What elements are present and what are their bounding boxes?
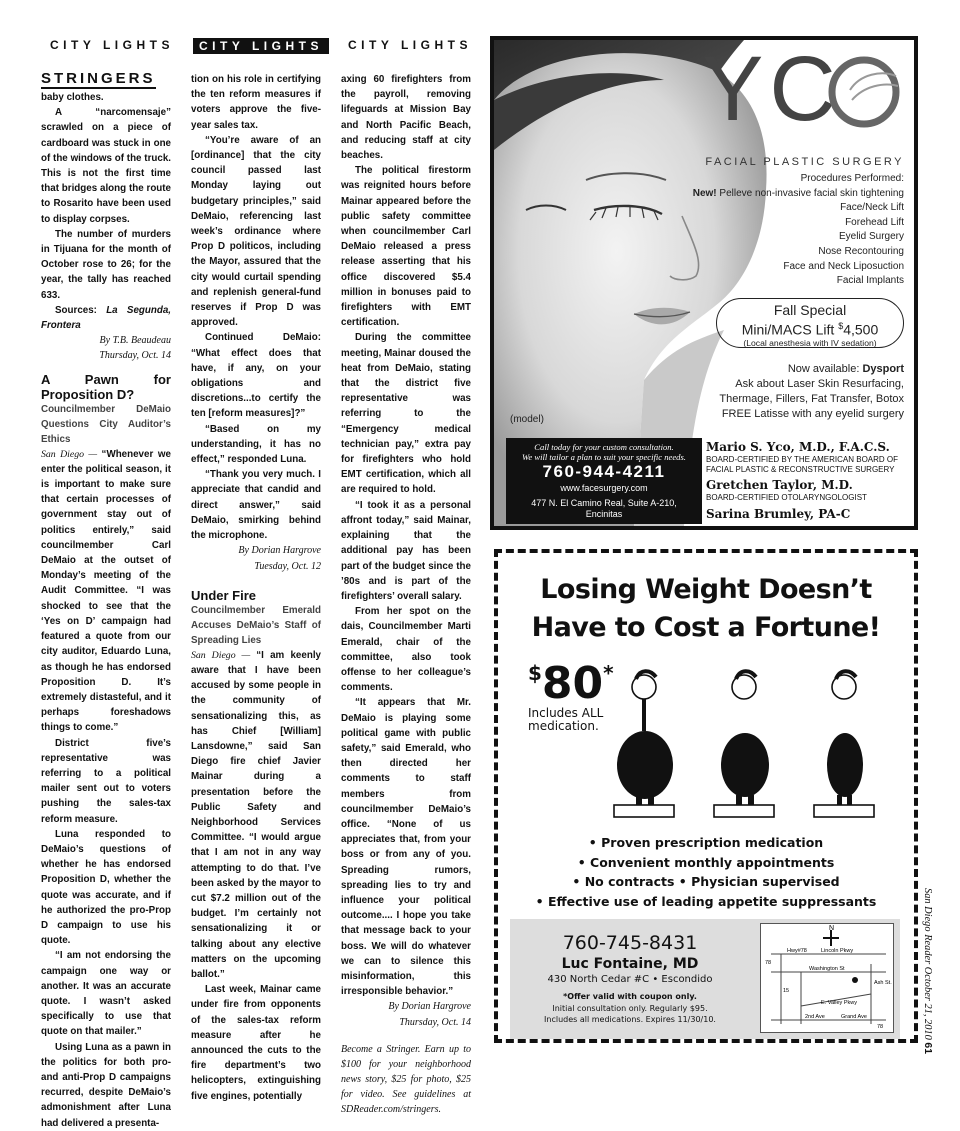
doctor-name: Gretchen Taylor, M.D. (706, 478, 853, 492)
folio-date: October 21, 2010 (922, 964, 933, 1043)
paragraph: “I took it as a personal affront today,” said Mainar, explaining that the additional pay has been part of the budget since the ’80s and is part of the firefighters’ overall salary. (341, 499, 471, 602)
procedure-item (693, 187, 904, 202)
contact-panel (510, 919, 900, 1039)
special-offer (717, 318, 903, 338)
doctor-credential: BOARD-CERTIFIED OTOLARYNGOLOGIST (706, 493, 867, 502)
article-deck: Councilmember Emerald Accuses DeMaio’s Staff of Spreading Lies (191, 604, 321, 646)
dateline: San Diego — (41, 448, 102, 460)
procedure-item: Nose Recontouring (818, 245, 904, 257)
yco-logo-mark (824, 52, 904, 132)
sources-label: Sources: (55, 304, 107, 316)
map-label: Ash St. (874, 980, 892, 986)
section-header-city-lights-highlighted: CITY LIGHTS (193, 38, 329, 54)
paragraph: “You’re aware of an [ordinance] that the city council passed last Monday laying out budgetary principles,” said DeMaio, referencing last week’s ordinance where Prop D politicos, including the Mayor, assured that the city would curtail spending and replenish general-fund reserves if Prop D was approved. (191, 134, 321, 329)
benefit-item: • Proven prescription medication (588, 835, 824, 850)
paragraph (41, 447, 171, 736)
price-amount: 80 (541, 658, 604, 709)
doctor-name: Mario S. Yco, M.D., F.A.C.S. (706, 440, 890, 454)
map-label: Hwy#78 (787, 948, 807, 954)
byline-date: Thursday, Oct. 14 (399, 1016, 471, 1028)
compass-icon (823, 930, 839, 946)
now-available-line (719, 362, 904, 377)
paragraph: District five’s representative was referring to a political mailer sent out to voters pushing the sales-tax reform measure. (41, 737, 171, 825)
dollar-sign: $ (528, 661, 542, 685)
dateline: San Diego — (191, 649, 257, 661)
location-map[interactable] (760, 923, 894, 1033)
special-title: Fall Special (773, 302, 847, 318)
paragraph-text: “Whenever we enter the political season, it is important to make sure that certain processes of government stay out of politics entirely,” said councilmember Carl DeMaio at the outset of Monday’s meeting of the Audit Committee. “I was shocked to see that the ‘Yes on D’ campaign had featured a quote from our city auditor, Eduardo Luna, as though he has endorsed Proposition D. It’s extremely distasteful, and it perhaps foreshadows things to come.” (41, 448, 172, 734)
doctor-credential: BOARD-CERTIFIED BY THE AMERICAN BOARD OF FACIAL PLASTIC & RECONSTRUCTIVE SURGERY (706, 455, 899, 474)
yco-surgery-ad[interactable] (490, 36, 918, 530)
paragraph: baby clothes. (41, 92, 104, 103)
includes-line: medication. (528, 719, 599, 733)
paragraph: tion on his role in certifying the ten reform measures if voters approve the five-year sales tax. (191, 74, 321, 131)
paragraph: axing 60 firefighters from the payroll, removing lifeguards at Mission Bay and North Pacific Beach, and reducing staff at city beaches. (341, 74, 471, 162)
fall-special-badge (716, 298, 904, 348)
map-label: 15 (783, 988, 790, 994)
sources-line (41, 303, 171, 333)
dollar-sign: $ (838, 321, 844, 331)
figure-medium (714, 671, 774, 817)
headline-line: Have to Cost a Fortune! (531, 612, 881, 643)
benefit-item: • No contracts • Physician supervised (572, 874, 840, 889)
includes-note (528, 707, 603, 733)
map-label: 78 (877, 1024, 884, 1030)
offer-note: *Offer valid with coupon only. (563, 992, 697, 1001)
benefit-item: • Convenient monthly appointments (577, 854, 835, 870)
section-header-city-lights: CITY LIGHTS (50, 38, 174, 52)
stringers-heading: STRINGERS (41, 70, 156, 87)
benefits-list (498, 833, 914, 911)
yco-logo (702, 38, 842, 140)
yco-logo-text: YC (702, 38, 842, 140)
special-note: (Local anesthesia with IV sedation) (743, 337, 877, 348)
figure-slim (814, 671, 874, 817)
fine-print: Includes all medications. Expires 11/30/10. (544, 1015, 716, 1024)
now-available-label: Now available: (787, 363, 863, 375)
procedure-item: Facial Implants (836, 275, 904, 287)
paragraph: During the committee meeting, Mainar doused the heat from DeMaio, stating that the district five representative was referring to the “Emergency medical technician pay,” extra pay for firefighters who hold EMT certification, which all are required to hold. (341, 332, 471, 496)
availability-line: Thermage, Fillers, Fat Transfer, Botox (719, 393, 904, 405)
yco-subtitle: FACIAL PLASTIC SURGERY (705, 156, 904, 168)
map-label: Grand Ave (841, 1014, 867, 1020)
doctors-list (706, 440, 914, 522)
paragraph (191, 648, 321, 982)
figures-on-scales-illustration (600, 661, 900, 821)
map-label-north: N (829, 925, 835, 932)
byline: By T.B. Beaudeau (99, 335, 171, 347)
map-label: 2nd Ave (805, 1014, 825, 1020)
availability-block (719, 362, 904, 422)
paragraph: “I am not endorsing the campaign one way or another. It was an accurate quote. I wasn’t asked specifically to use that quote on that mailer.” (41, 950, 171, 1038)
special-price: 4,500 (843, 321, 879, 338)
clinic-address: 430 North Cedar #C • Escondido (547, 974, 713, 985)
weight-loss-coupon-ad[interactable] (494, 549, 918, 1043)
asterisk: * (603, 661, 614, 685)
paragraph: A “narcomensaje” scrawled on a piece of cardboard was stuck in one of the windows of the truck. This is not the first time that bridges along the route to Rosarito have been used to display corpses. (41, 107, 171, 225)
doctor-name: Sarina Brumley, PA-C (706, 507, 851, 521)
map-label: Washington St (809, 966, 845, 972)
map-label: Lincoln Pkwy (821, 948, 854, 954)
folio-reader: Reader (922, 934, 933, 965)
figure-large (614, 671, 674, 817)
availability-line: Ask about Laser Skin Resurfacing, (735, 378, 904, 390)
stringers-promo: Become a Stringer. Earn up to $100 for your neighborhood news story, $25 for photo, $25 for video. See guidelines at SDReader.com/stringers. (341, 1043, 471, 1115)
yco-website-link[interactable]: www.facesurgery.com (560, 483, 648, 493)
section-header-city-lights: CITY LIGHTS (348, 38, 472, 52)
paragraph-text: “I am keenly aware that I have been accused by some people in the community of sensationalizing this, as has Chief [William] Lansdowne,” said San Diego fire chief Javier Mainar during a presentation before the Public Safety and Neighborhood Services Committee. “I would argue that I am not in any way attempting to do that. I’ve been asked by the mayor to cut $7.2 million out of the budget. I’m certainly not sensationalizing it or talking about any elective matters on the upcoming ballot.” (191, 649, 321, 980)
byline-date: Thursday, Oct. 14 (99, 350, 171, 362)
byline-date: Tuesday, Oct. 12 (254, 560, 321, 572)
includes-line: Includes ALL (528, 706, 604, 720)
folio-text (922, 888, 933, 1054)
yco-address-line: Encinitas (585, 509, 623, 519)
article-column-1 (41, 72, 171, 1131)
paragraph: Luna responded to DeMaio’s questions of whether he has endorsed Proposition D, whether the quote was accurate, and if he authorized the pro-Prop D campaign to use his quote. (41, 828, 171, 947)
article-column-2 (191, 72, 321, 1104)
procedure-item: Face and Neck Liposuction (783, 260, 904, 272)
clinic-info (510, 919, 750, 1025)
procedures-list (693, 172, 904, 289)
map-label: 78 (765, 960, 772, 966)
new-badge: New! (692, 187, 717, 199)
procedure-item: Forehead Lift (845, 216, 904, 228)
paragraph: From her spot on the dais, Councilmember Marti Emerald, chair of the committee, also took offense to her colleague’s comments. (341, 606, 471, 694)
availability-line: FREE Latisse with any eyelid surgery (721, 408, 904, 420)
page-number: 61 (922, 1042, 933, 1054)
byline: By Dorian Hargrove (238, 545, 321, 557)
fine-print: Initial consultation only. Regularly $95. (552, 1004, 708, 1013)
map-drawing (761, 924, 893, 1032)
byline: By Dorian Hargrove (388, 1001, 471, 1013)
procedure-text: Pelleve non-invasive facial skin tightening (716, 187, 904, 199)
folio-pub: San Diego (922, 888, 933, 935)
paragraph: The number of murders in Tijuana for the month of October rose to 26; for the year, the tally has reached 633. (41, 228, 171, 301)
call-line: We will tailor a plan to suit your specific needs. (522, 452, 686, 462)
call-line: Call today for your custom consultation. (534, 442, 674, 452)
paragraph: The political firestorm was reignited hours before Mainar appeared before the public safety committee when councilmember Carl DeMaio released a press release asserting that his office discovered $5.4 million in bonuses paid to firefighters with EMT certification. (341, 165, 471, 329)
special-offer-text: Mini/MACS Lift (741, 321, 839, 338)
page-folio (918, 888, 948, 1054)
article-headline: A Pawn for Proposition D? (41, 371, 171, 402)
dysport-brand: Dysport (862, 363, 904, 375)
paragraph: “Based on my understanding, it has no effect,” responded Luna. (191, 423, 321, 466)
yco-phone-number[interactable]: 760-944-4211 (542, 462, 666, 481)
ad-headline (498, 571, 914, 647)
paragraph: Last week, Mainar came under fire from opponents of the sales-tax reform measure after he announced the cuts to the fire department’s two helicopters, extinguishing five engines, potentially (191, 984, 321, 1102)
clinic-phone-number[interactable]: 760-745-8431 (562, 932, 698, 954)
model-caption: (model) (510, 414, 544, 425)
article-column-3 (341, 72, 471, 1117)
clinic-doctor-name: Luc Fontaine, MD (561, 956, 699, 972)
contact-box[interactable] (506, 438, 702, 524)
procedures-heading: Procedures Performed: (800, 173, 904, 184)
location-marker-icon (852, 977, 858, 983)
headline-line: Losing Weight Doesn’t (540, 574, 872, 605)
benefit-item: • Effective use of leading appetite suppressants (535, 893, 877, 909)
paragraph: Continued DeMaio: “What effect does that have, if any, on your obligations and discretions...to certify the ten [reform measures]?” (191, 332, 321, 420)
yco-address-line: 477 N. El Camino Real, Suite A-210, (531, 498, 677, 508)
article-deck: Councilmember DeMaio Questions City Auditor’s Ethics (41, 403, 171, 445)
paragraph: “Thank you very much. I appreciate that candid and direct answer,” said DeMaio, smirking behind the microphone. (191, 469, 321, 542)
article-headline: Under Fire (191, 587, 257, 603)
paragraph: “It appears that Mr. DeMaio is playing some political game with public safety,” said Emerald, who then directed her comments to staff members from councilmember DeMaio’s office. “None of us appreciates that, from your boss or from any of you. Spreading rumors, spreading lies to try and influence your political outcome.... I hope you take that message back to your boss. We will do whatever we can to silence this misinformation, this irresponsible behavior.” (341, 697, 471, 998)
procedure-item: Eyelid Surgery (838, 231, 904, 243)
paragraph: Using Luna as a pawn in the politics for both pro- and anti-Prop D campaigns recurred, despite DeMaio’s admonishment after Luna had delivered a presenta- (41, 1041, 171, 1129)
map-label: E. Valley Pkwy (821, 1000, 857, 1006)
procedure-item: Face/Neck Lift (840, 202, 904, 214)
sources-list: La Segunda, Frontera (41, 304, 171, 332)
